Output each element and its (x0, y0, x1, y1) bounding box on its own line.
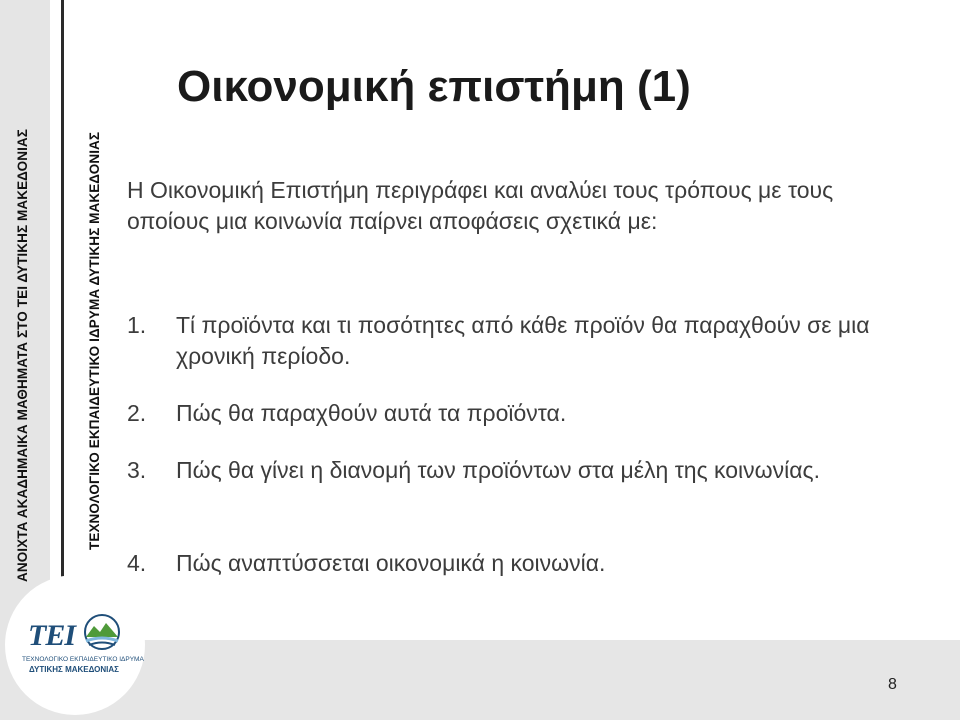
logo-abbreviation: ΤΕΙ (28, 619, 76, 652)
list-item-text: Πώς θα γίνει η διανομή των προϊόντων στα μέλη της κοινωνίας. (176, 457, 820, 483)
intro-paragraph: Η Οικονομική Επιστήμη περιγράφει και αναλύει τους τρόπους με τους οποίους μια κοινωνία παίρνει αποφάσεις σχετικά με: (127, 177, 834, 234)
logo-line-1: ΤΕΧΝΟΛΟΓΙΚΟ ΕΚΠΑΙΔΕΥΤΙΚΟ ΙΔΡΥΜΑ (22, 656, 144, 663)
list-item-number: 3. (127, 457, 147, 483)
page-number: 8 (888, 676, 897, 693)
list-item-text: Τί προϊόντα και τι ποσότητες από κάθε προϊόν θα παραχθούν σε μια χρονική περίοδο. (176, 312, 870, 369)
institution-logo (22, 612, 122, 652)
list-item-text: Πώς αναπτύσσεται οικονομικά η κοινωνία. (176, 550, 606, 576)
mountain-landscape-icon (85, 615, 119, 649)
logo-line-2: ΔΥΤΙΚΗΣ ΜΑΚΕΔΟΝΙΑΣ (29, 665, 119, 674)
list-item (127, 455, 907, 486)
side-title-inner: ΤΕΧΝΟΛΟΓΙΚΟ ΕΚΠΑΙΔΕΥΤΙΚΟ ΙΔΡΥΜΑ ΔΥΤΙΚΗΣ ΜΑΚΕΔΟΝΙΑΣ (87, 131, 102, 550)
list-item-text: Πώς θα παραχθούν αυτά τα προϊόντα. (176, 400, 567, 426)
list-item-number: 2. (127, 400, 147, 426)
list-item-number: 4. (127, 550, 147, 576)
slide-title: Οικονομική επιστήμη (1) (177, 62, 691, 111)
vertical-divider (61, 0, 64, 585)
list-item-number: 1. (127, 312, 147, 338)
list-item (127, 310, 907, 372)
list-item (127, 398, 907, 429)
list-item (127, 548, 907, 579)
side-title-outer: ΑΝΟΙΧΤΑ ΑΚΑΔΗΜΑΙΚΑ ΜΑΘΗΜΑΤΑ ΣΤΟ ΤΕΙ ΔΥΤΙΚΗΣ ΜΑΚΕΔΟΝΙΑΣ (15, 129, 30, 582)
